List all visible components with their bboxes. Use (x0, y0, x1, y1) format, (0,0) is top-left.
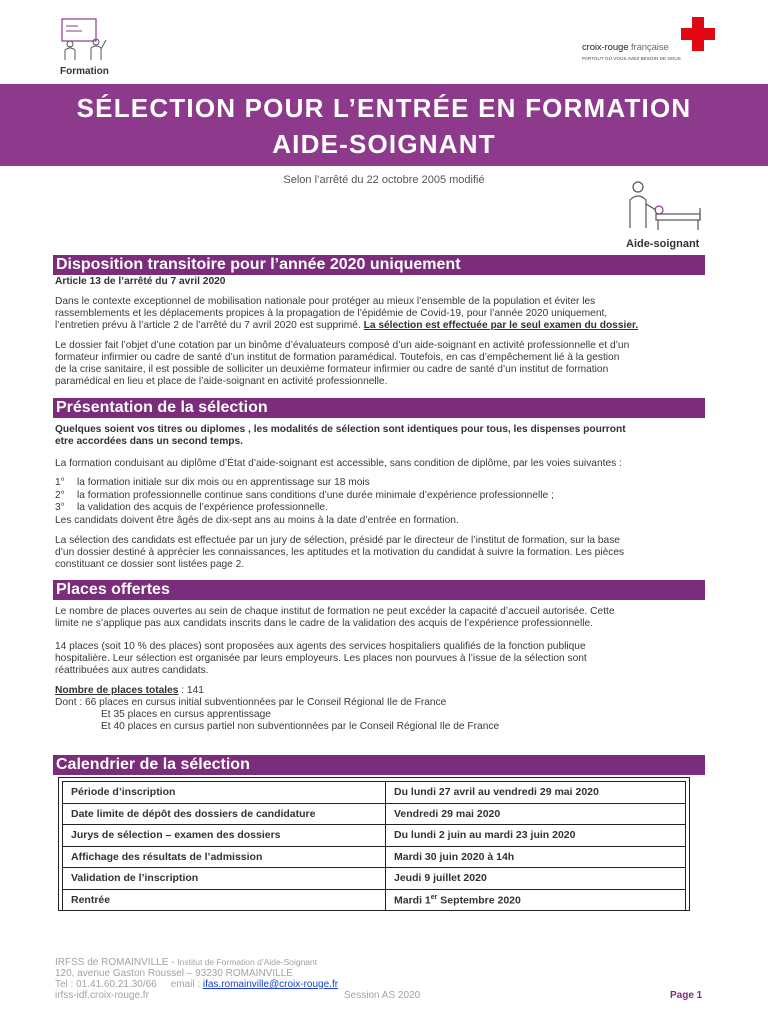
aide-soignant-label: Aide-soignant (626, 238, 700, 250)
list-item: 2° la formation professionnelle continue sans conditions d’une durée minimale d’expérience professionnelle ; (55, 490, 554, 501)
croix-rouge-logo (580, 16, 720, 66)
email-link[interactable]: ifas.romainville@croix-rouge.fr (202, 979, 339, 990)
age-requirement: Les candidats doivent être âgés de dix-sept ans au moins à la date d’entrée en formation. (55, 515, 459, 526)
table-row (63, 868, 686, 890)
subtitle: Selon l’arrêté du 22 octobre 2005 modifié (283, 174, 485, 186)
footer-org: IRFSS de ROMAINVILLE - Institut de Formation d’Aide-Soignant (55, 957, 318, 968)
title-banner (0, 84, 768, 166)
footer-site[interactable]: irfss-idf.croix-rouge.fr (55, 990, 149, 1001)
places-totals: Nombre de places totales : 141 Dont : 66 places en cursus initial subventionnées par le Conseil Régional Ile de France Et 35 places en cursus apprentissage Et 40 places en cursus partiel non subventionnées par le Conseil Régional Ile de France (55, 685, 500, 732)
disposition-paragraph-2: Le dossier fait l’objet d’une cotation par un binôme d’évaluateurs composé d’un aide-soignant en activité professionnelle et d’un formateur infirmier ou cadre de santé d’un institut de formation paramédical. Toutefois, en cas d’empêchement lié à la gestion de la crise sanitaire, il est possible de solliciter un deuxième formateur infirmier ou cadre de santé d’un institut de formation paramédical en lieu et place de l’aide-soignant en activité professionnelle. (55, 340, 630, 387)
table-row (63, 782, 686, 804)
formation-pictogram-icon (56, 16, 112, 64)
table-cell-label: Jurys de sélection – examen des dossiers (63, 825, 386, 847)
table-cell-label: Rentrée (63, 889, 386, 911)
aide-soignant-pictogram-icon (626, 180, 708, 232)
table-cell-label: Validation de l’inscription (63, 868, 386, 890)
table-cell-value: Mardi 30 juin 2020 à 14h (386, 846, 686, 868)
brand-tagline: PARTOUT OÙ VOUS AVEZ BESOIN DE NOUS (582, 56, 681, 61)
table-cell-value: Jeudi 9 juillet 2020 (386, 868, 686, 890)
calendar-table (62, 781, 686, 911)
table-cell-value: Du lundi 2 juin au mardi 23 juin 2020 (386, 825, 686, 847)
title-line-2: AIDE-SOIGNANT (272, 129, 496, 159)
presentation-intro: La formation conduisant au diplôme d’État d’aide-soignant est accessible, sans condition de diplôme, par les voies suivantes : (55, 458, 622, 469)
formation-logo (56, 16, 116, 80)
places-paragraph-2: 14 places (soit 10 % des places) sont proposées aux agents des services hospitaliers qualifiés de la fonction publique hospitalière. Leur sélection est organisée par leurs employeurs. Les places non pourvues à l’issue de la sélection sont réattribuées aux autres candidats. (55, 641, 587, 676)
section-heading-calendrier: Calendrier de la sélection (53, 755, 705, 775)
title-line-1: SÉLECTION POUR L’ENTRÉE EN FORMATION (76, 93, 692, 123)
section-heading-disposition: Disposition transitoire pour l’année 2020 uniquement (53, 255, 705, 275)
table-cell-label: Date limite de dépôt des dossiers de candidature (63, 803, 386, 825)
article-reference: Article 13 de l’arrêté du 7 avril 2020 (55, 276, 226, 287)
disposition-paragraph-1: Dans le contexte exceptionnel de mobilisation nationale pour protéger au mieux l’ensemble de la population et éviter les rassemblements et les déplacements propices à la propagation de l’épidémie de Covid-19, pour l’année 2020 uniquement, l’entretien prévu à l’article 2 de l’arrêté du 7 avril 2020 est supprimé. La sélection est effectuée par le seul examen du dossier. (55, 296, 639, 331)
footer-contact: Tel : 01.41.60.21.30/66 email : ifas.romainville@croix-rouge.fr (55, 979, 339, 990)
table-row (63, 803, 686, 825)
list-item: 3° la validation des acquis de l’expérience professionnelle. (55, 502, 328, 513)
table-cell-label: Période d’inscription (63, 782, 386, 804)
footer-session: Session AS 2020 (344, 990, 421, 1001)
table-row (63, 825, 686, 847)
page-number: Page 1 (670, 990, 703, 1001)
formation-label: Formation (60, 66, 109, 77)
red-cross-icon (680, 16, 716, 52)
places-paragraph-1: Le nombre de places ouvertes au sein de chaque institut de formation ne peut excéder la capacité d’accueil autorisée. Cette limite ne s’applique pas aux candidats inscrits dans le cadre de la validation des acquis de l’expérience professionnelle. (55, 606, 615, 629)
table-cell-value: Vendredi 29 mai 2020 (386, 803, 686, 825)
access-routes-list (55, 477, 705, 513)
footer-address: 120, avenue Gaston Roussel – 93230 ROMAINVILLE (55, 968, 293, 979)
list-item: 1° la formation initiale sur dix mois ou en apprentissage sur 18 mois (55, 477, 370, 488)
table-cell-value: Mardi 1er Septembre 2020 (386, 889, 686, 911)
presentation-bold-note: Quelques soient vos titres ou diplomes , les modalités de sélection sont identiques pour tous, les dispenses pourront etre accordées dans un second temps. (55, 424, 626, 447)
jury-paragraph: La sélection des candidats est effectuée par un jury de sélection, présidé par le directeur de l’institut de formation, sur la base d’un dossier destiné à apprécier les connaissances, les aptitudes et la motivation du candidat à suivre la formation. Les pièces constituant ce dossier sont listées page 2. (55, 535, 625, 570)
table-row (63, 846, 686, 868)
section-heading-places: Places offertes (53, 580, 705, 600)
brand-name: croix-rouge française (582, 42, 669, 53)
table-row (63, 889, 686, 911)
table-cell-value: Du lundi 27 avril au vendredi 29 mai 2020 (386, 782, 686, 804)
section-heading-presentation: Présentation de la sélection (53, 398, 705, 418)
table-cell-label: Affichage des résultats de l’admission (63, 846, 386, 868)
